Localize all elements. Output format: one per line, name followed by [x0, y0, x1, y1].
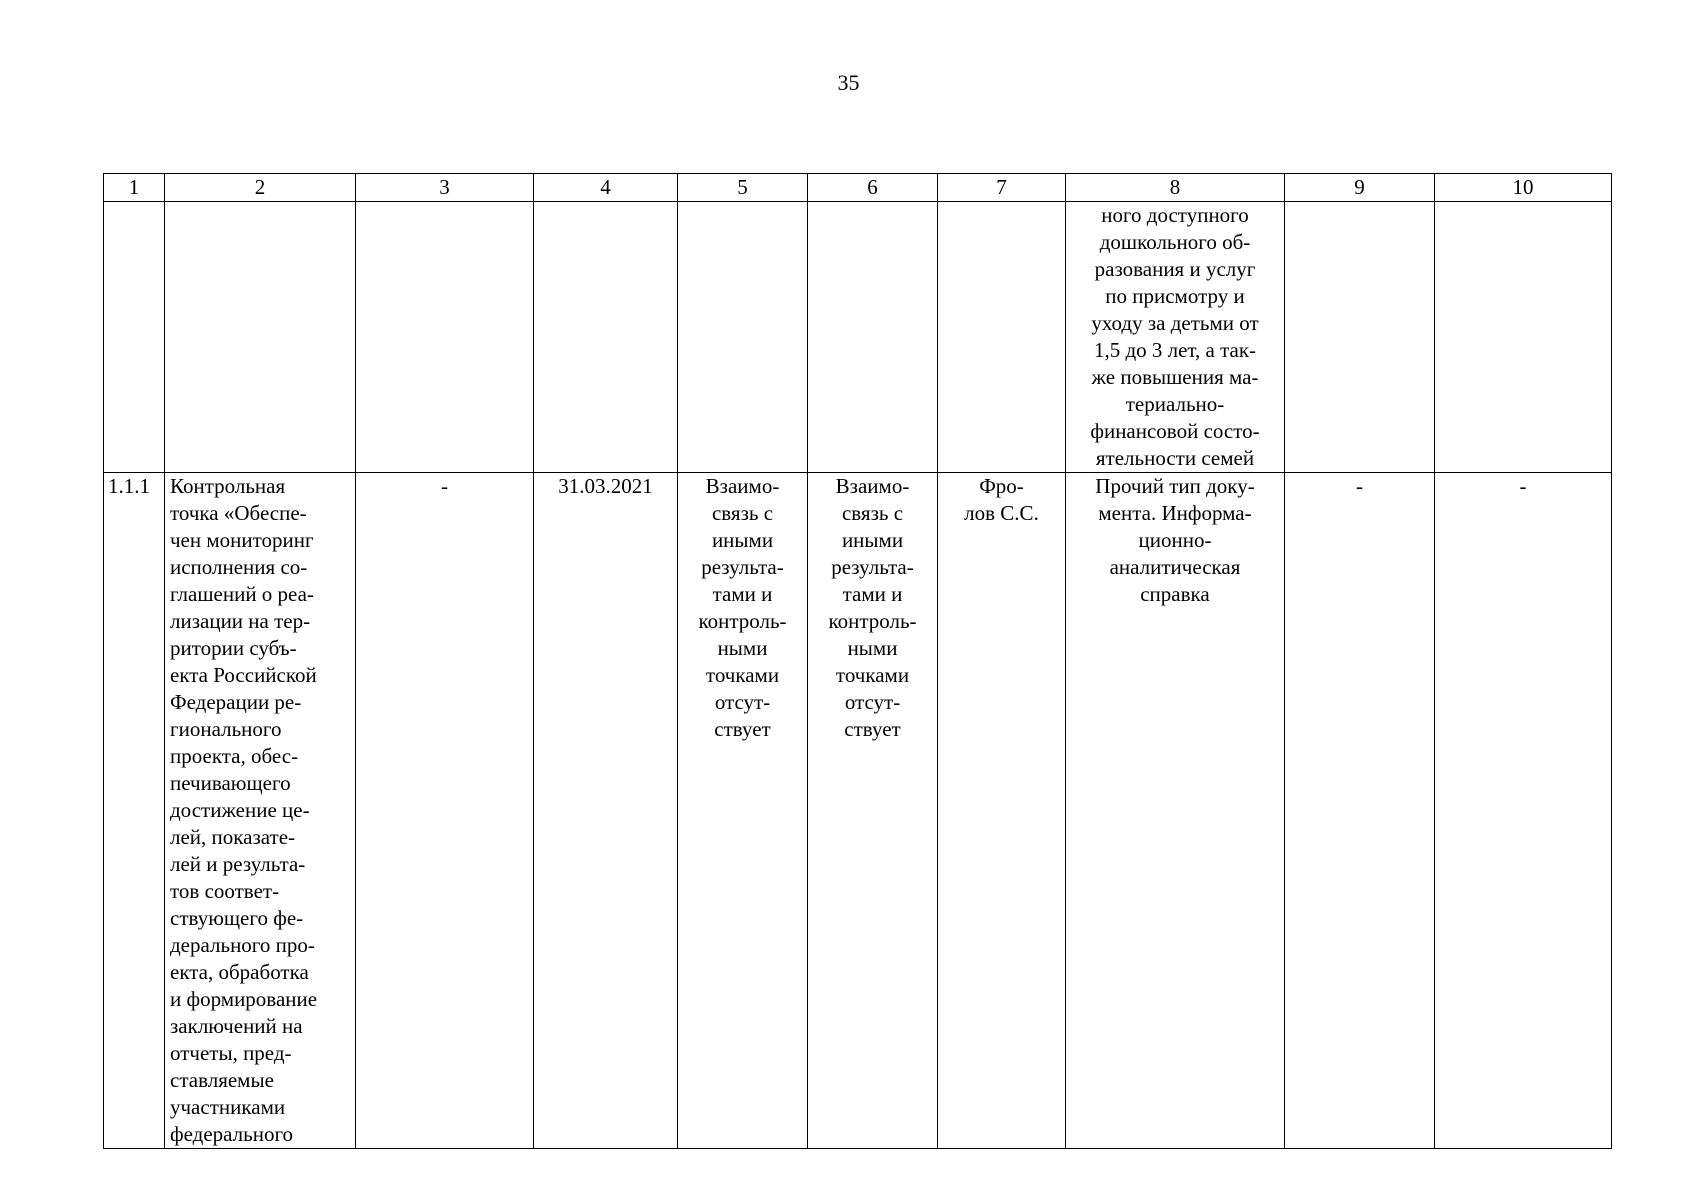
text-line: федерального [170, 1122, 294, 1146]
text-line: лизации на тер- [170, 609, 311, 633]
text-line: ного доступного [1101, 203, 1249, 227]
column-header: 9 [1285, 174, 1435, 202]
text-line: дерального про- [170, 933, 315, 957]
text-line: лей, показате- [170, 825, 296, 849]
text-line: связь с [711, 501, 774, 525]
column-header: 2 [165, 174, 356, 202]
table-row [104, 202, 1612, 473]
text-line: контроль- [828, 609, 917, 633]
document-type-cell [1066, 473, 1285, 1149]
column-header: 5 [678, 174, 808, 202]
column-header: 3 [356, 174, 534, 202]
table-cell [165, 202, 356, 473]
text-line: ставляемые [170, 1068, 274, 1092]
page-number: 35 [837, 70, 860, 95]
column-header: 10 [1435, 174, 1612, 202]
table-cell [808, 202, 938, 473]
text-line: исполнения со- [170, 555, 308, 579]
text-line: же повышения ма- [1091, 365, 1259, 389]
table-cell [938, 202, 1066, 473]
column-header: 4 [534, 174, 678, 202]
text-line: точка «Обеспе- [170, 501, 307, 525]
column-header: 6 [808, 174, 938, 202]
text-line: ствующего фе- [170, 906, 304, 930]
text-line: заключений на [170, 1014, 303, 1038]
text-line: екта, обработка [170, 960, 309, 984]
table-cell [104, 202, 165, 473]
text-line: ствует [714, 717, 771, 741]
text-line: дошкольного об- [1099, 230, 1251, 254]
text-line: отчеты, пред- [170, 1041, 292, 1065]
text-line: Взаимо- [835, 474, 910, 498]
text-line: ными [717, 636, 768, 660]
text-line: и формирование [170, 987, 318, 1011]
text-line: лей и результа- [170, 852, 306, 876]
control-point-name-cell [165, 473, 356, 1149]
text-line: чен мониторинг [170, 528, 314, 552]
column-header: 7 [938, 174, 1066, 202]
document-table [103, 173, 1612, 1149]
table-cell [534, 202, 678, 473]
row-number-cell: 1.1.1 [104, 473, 165, 1149]
text-line: Прочий тип доку- [1095, 474, 1255, 498]
table-cell [1435, 202, 1612, 473]
text-line: контроль- [698, 609, 787, 633]
text-line: проекта, обес- [170, 744, 299, 768]
text-line: глашений о реа- [170, 582, 314, 606]
text-line: результа- [701, 555, 784, 579]
text-line: Федерации ре- [170, 690, 302, 714]
responsible-person-cell [938, 473, 1066, 1149]
text-line: достижение це- [170, 798, 310, 822]
text-line: ствует [844, 717, 901, 741]
text-line: ятельности семей [1095, 446, 1255, 470]
text-line: Контрольная [170, 474, 286, 498]
text-line: лов С.С. [964, 501, 1039, 525]
text-line: екта Российской [170, 663, 317, 687]
text-line: ритории субъ- [170, 636, 297, 660]
text-line: Взаимо- [705, 474, 780, 498]
text-line: ционно- [1138, 528, 1212, 552]
table-cell: - [356, 473, 534, 1149]
text-line: тами и [712, 582, 773, 606]
text-line: ными [847, 636, 898, 660]
text-line: по присмотру и [1105, 284, 1245, 308]
text-line: гионального [170, 717, 282, 741]
text-line: справка [1140, 582, 1210, 606]
text-line: отсут- [844, 690, 901, 714]
text-line: печивающего [170, 771, 291, 795]
date-cell: 31.03.2021 [534, 473, 678, 1149]
text-line: 1,5 до 3 лет, а так- [1093, 338, 1257, 362]
text-line: финансовой состо- [1090, 419, 1260, 443]
text-line: мента. Информа- [1098, 501, 1252, 525]
text-line: точками [705, 663, 780, 687]
relation-cell [808, 473, 938, 1149]
text-line: аналитическая [1109, 555, 1241, 579]
text-line: разования и услуг [1094, 257, 1256, 281]
text-line: иными [711, 528, 774, 552]
relation-cell [678, 473, 808, 1149]
table-cell: - [1435, 473, 1612, 1149]
continued-text-cell [1066, 202, 1285, 473]
text-line: отсут- [714, 690, 771, 714]
text-line: териально- [1125, 392, 1225, 416]
table-cell: - [1285, 473, 1435, 1149]
text-line: тов соответ- [170, 879, 280, 903]
text-line: участниками [170, 1095, 286, 1119]
text-line: уходу за детьми от [1091, 311, 1259, 335]
table-row [104, 473, 1612, 1149]
text-line: тами и [842, 582, 903, 606]
column-header: 1 [104, 174, 165, 202]
table-cell [678, 202, 808, 473]
text-line: Фро- [979, 474, 1024, 498]
table-cell [356, 202, 534, 473]
table-cell [1285, 202, 1435, 473]
text-line: точками [835, 663, 910, 687]
text-line: связь с [841, 501, 904, 525]
text-line: результа- [831, 555, 914, 579]
column-header: 8 [1066, 174, 1285, 202]
column-number-row [104, 174, 1612, 202]
text-line: иными [841, 528, 904, 552]
